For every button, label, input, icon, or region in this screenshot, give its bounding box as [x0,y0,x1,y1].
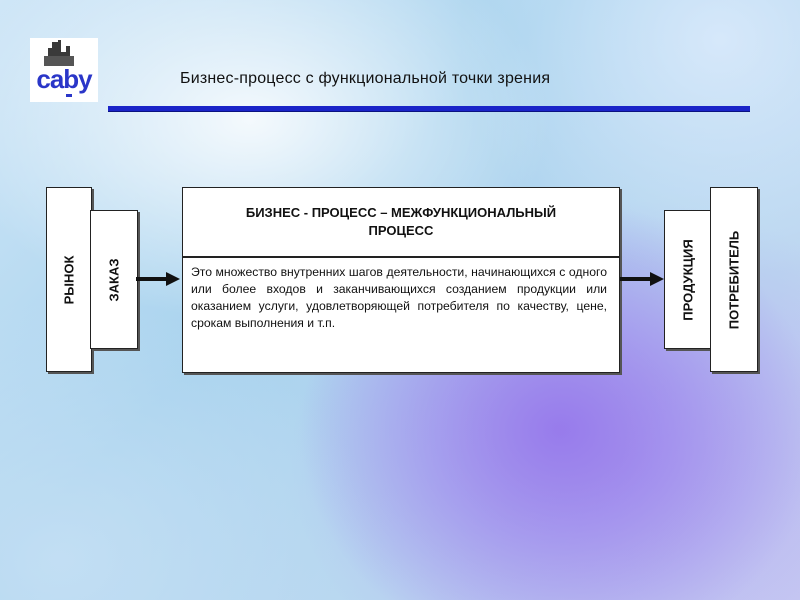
process-title-cell [183,188,619,258]
product-box [664,210,712,349]
process-title: БИЗНЕС - ПРОЦЕСС – МЕЖФУНКЦИОНАЛЬНЫЙ ПРОЦЕСС [245,205,557,238]
market-label: РЫНОК [61,255,77,304]
process-description: Это множество внутренних шагов деятельности, начинающихся с одного или более входов и заканчивающихся созданием продукции или оказанием услуги, удовлетворяющей потребителя по качеству, цене, срокам выполнения и т.п. [191,265,607,330]
logo-mark-icon [30,38,98,102]
title-divider [108,106,750,111]
logo [30,38,98,102]
order-box [90,210,138,349]
product-label: ПРОДУКЦИЯ [680,238,696,321]
business-process-box [182,187,620,373]
input-arrow-icon [136,272,180,286]
market-box [46,187,92,372]
order-label: ЗАКАЗ [106,258,122,301]
page-title: Бизнес-процесс с функциональной точки зрения [180,70,551,87]
consumer-label: ПОТРЕБИТЕЛЬ [726,230,742,329]
consumer-box [710,187,758,372]
output-arrow-icon [620,272,664,286]
svg-text:caby: caby [36,64,92,94]
